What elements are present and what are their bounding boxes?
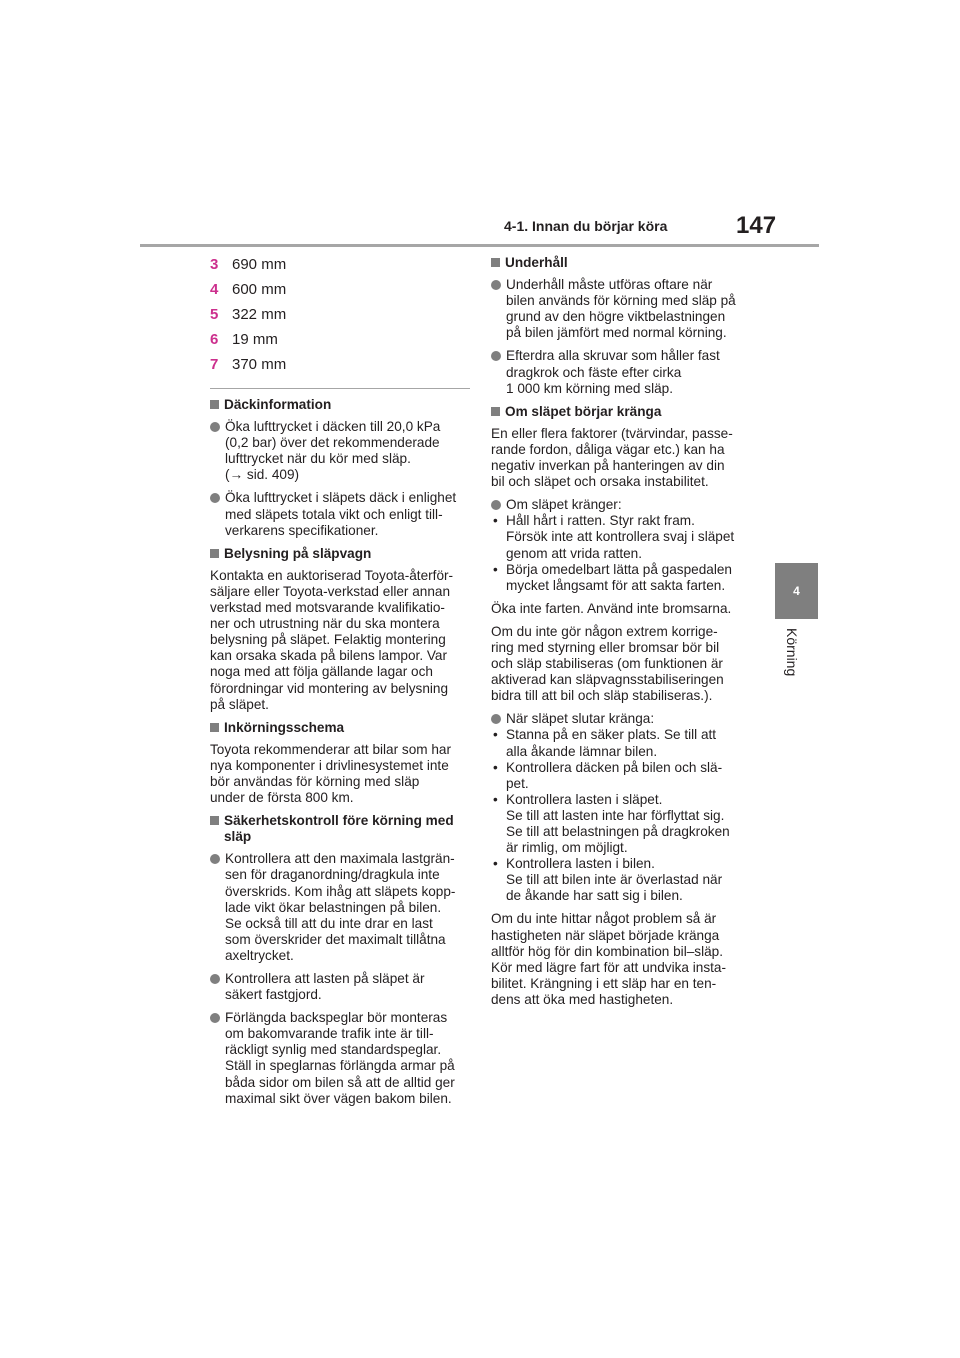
- paragraph: Om du inte gör någon extrem korrige- ring med styrning eller bromsar bör bil och släp stabiliseras (om funktionen är aktiverad kan släpvagnsstabiliseringen bidra till att bil och släp stabiliseras.).: [491, 623, 724, 704]
- measurement-value: 322 mm: [232, 306, 287, 323]
- sub-item: • Kontrollera däcken på bilen och slä- pet.: [493, 759, 723, 791]
- measurement-item: [210, 280, 472, 299]
- header-rule: [140, 244, 819, 247]
- section-divider: [210, 388, 470, 389]
- measurement-item: [210, 305, 472, 324]
- section-title: 4-1. Innan du börjar köra: [504, 218, 668, 234]
- round-bullet-icon: [210, 493, 220, 503]
- heading-safety-check: Säkerhetskontroll före körning med släp: [210, 813, 472, 845]
- callout-number: 4: [210, 281, 219, 298]
- bullet-item: Kontrollera att den maximala lastgrän- sen för draganordning/dragkula inte överskrids. Kom ihåg att släpets kopp- lade vikt ökar belastningen på bilen. Se också till att du inte drar en last som överskrider det maximalt tillåtna axeltrycket.: [210, 851, 472, 964]
- callout-number: 3: [210, 256, 219, 273]
- left-column: [210, 255, 472, 1114]
- sub-item: • Kontrollera lasten i bilen. Se till att bilen inte är överlastad när de åkande har satt sig i bilen.: [493, 856, 723, 904]
- page-reference-link[interactable]: (→ sid. 409): [225, 467, 300, 483]
- chapter-tab[interactable]: 4: [775, 563, 818, 619]
- sub-item: • Börja omedelbart lätta på gaspedalen mycket långsamt för att sakta farten.: [493, 561, 732, 593]
- round-bullet-icon: [491, 500, 501, 510]
- measurement-value: 690 mm: [232, 256, 287, 273]
- paragraph: Öka inte farten. Använd inte bromsarna.: [491, 600, 732, 616]
- heading-trailer-lights: Belysning på släpvagn: [210, 546, 472, 562]
- right-column: [491, 255, 755, 1015]
- measurement-item: [210, 355, 472, 374]
- round-bullet-icon: [210, 1013, 220, 1023]
- heading-trailer-sway: Om släpet börjar kränga: [491, 404, 755, 420]
- paragraph: En eller flera faktorer (tvärvindar, passe- rande fordon, dåliga vägar etc.) kan ha negativ inverkan på hanteringen av din bil och släpet och orsaka instabilitet.: [491, 425, 733, 490]
- round-bullet-icon: [491, 714, 501, 724]
- sub-item: • Stanna på en säker plats. Se till att alla åkande lämnar bilen.: [493, 727, 717, 759]
- bullet-item: Om släpet kränger:: [491, 497, 755, 513]
- bullet-item: Underhåll måste utföras oftare när bilen används för körning med släp på grund av den högre viktbelastningen på bilen jämfört med normal körning.: [491, 277, 755, 341]
- callout-number: 5: [210, 306, 219, 323]
- paragraph: Toyota rekommenderar att bilar som har nya komponenter i drivlinesystemet inte bör användas för körning med släp under de första 800 km.: [210, 741, 452, 806]
- bullet-item: Förlängda backspeglar bör monteras om bakomvarande trafik inte är till- räckligt synlig med standardspeglar. Ställ in speglarnas förlängda armar på båda sidor om bilen så att de alltid ger maximal sikt över vägen bakom bilen.: [210, 1010, 472, 1107]
- bullet-item: Öka lufttrycket i släpets däck i enlighet med släpets totala vikt och enligt till- verkarens specifikationer.: [210, 490, 472, 538]
- page-number: 147: [736, 212, 777, 239]
- measurement-item: [210, 330, 472, 349]
- bullet-item: Efterdra alla skruvar som håller fast dragkrok och fäste efter cirka 1 000 km körning med släp.: [491, 348, 755, 396]
- round-bullet-icon: [491, 280, 501, 290]
- sub-list: [491, 727, 755, 904]
- paragraph: Om du inte hittar något problem så är hastigheten när släpet började kränga alltför hög för din kombination bil–släp. Kör med lägre fart för att undvika insta- bilitet. Krängning i ett släp har en ten- dens att öka med hastigheten.: [491, 911, 726, 1007]
- square-bullet-icon: [210, 723, 219, 732]
- square-bullet-icon: [210, 816, 219, 825]
- bullet-item: När släpet slutar kränga:: [491, 711, 755, 727]
- sub-list: [491, 513, 755, 593]
- square-bullet-icon: [210, 400, 219, 409]
- sub-item: • Kontrollera lasten i släpet. Se till att lasten inte har förflyttat sig. Se till att belastningen på dragkroken är rimlig, om möjligt.: [493, 791, 730, 856]
- measurement-value: 370 mm: [232, 356, 287, 373]
- round-bullet-icon: [210, 422, 220, 432]
- sub-item: • Håll hårt i ratten. Styr rakt fram. Försök inte att kontrollera svaj i släpet genom att vrida ratten.: [493, 513, 735, 561]
- round-bullet-icon: [210, 974, 220, 984]
- heading-maintenance: Underhåll: [491, 255, 755, 271]
- round-bullet-icon: [210, 854, 220, 864]
- square-bullet-icon: [491, 258, 500, 267]
- paragraph: Kontakta en auktoriserad Toyota-återför- säljare eller Toyota-verkstad eller annan verkstad med motsvarande kvalifikatio- ner och utrustning när du ska montera belysning på släpet. Felaktig montering kan orsaka skada på bilens lampor. Var noga med att följa gällande lagar och förordningar vid montering av belysning på släpet.: [210, 567, 454, 712]
- measurement-list: [210, 255, 472, 374]
- measurement-value: 19 mm: [232, 331, 278, 348]
- round-bullet-icon: [491, 351, 501, 361]
- chapter-label: Körning: [784, 628, 800, 677]
- callout-number: 6: [210, 331, 219, 348]
- bullet-item: Öka lufttrycket i däcken till 20,0 kPa (0,2 bar) över det rekommenderade lufttrycket när du kör med släp. (→ sid. 409): [210, 419, 472, 483]
- callout-number: 7: [210, 356, 219, 373]
- bullet-item: Kontrollera att lasten på släpet är säkert fastgjord.: [210, 971, 472, 1003]
- square-bullet-icon: [210, 549, 219, 558]
- heading-tire-info: Däckinformation: [210, 397, 472, 413]
- square-bullet-icon: [491, 407, 500, 416]
- measurement-value: 600 mm: [232, 281, 287, 298]
- heading-break-in: Inkörningsschema: [210, 720, 472, 736]
- measurement-item: [210, 255, 472, 274]
